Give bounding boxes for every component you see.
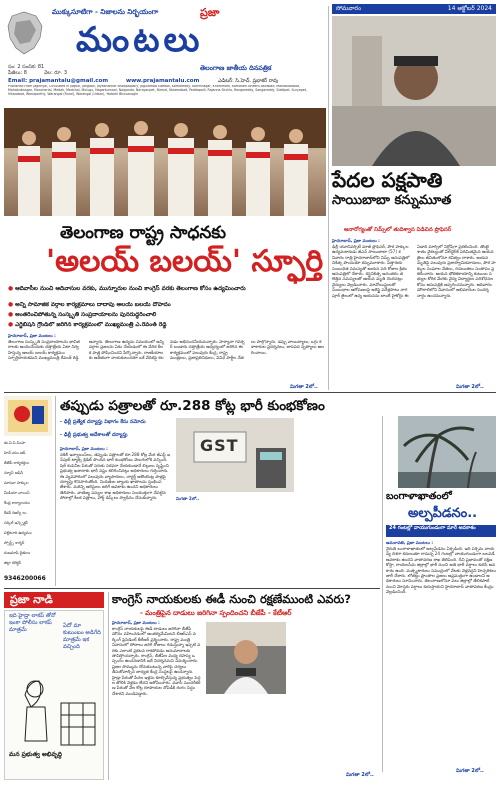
saibaba-body: ఢిల్లీ యూనివర్సిటీ మాజీ ప్రొఫెసర్, పౌర హక్కుల ఉద్యమకారుడు జీఎన్ సాయిబాబా (57) శనివారం రాత్రి హైదరాబాద్‌లోని నిమ్స్ ఆసుపత్రిలో చికిత్స పొందుతూ కన్నుమూశారు. పిత్తాశయ సంబంధిత సమస్యతో ఆయన పది రోజుల క్రితం ఆసుపత్రిలో చేరారు. శస్త్రచికిత్స అనంతరం తలెత్తిన సమస్యలతో ఆయన మృతి చెందినట్లు వైద్యులు వెల్లడించారు. మావోయిస్టులతో సంబంధాల ఆరోపణలపై అరెస్టై పదేళ్లపాటు నాగపూర్ జైలులో ఉన్న ఆయనను బాంబే హైకోర్టు ఈ ఏడాది మార్చిలో నిర్దోషిగా ప్రకటించింది. తొంభై శాతం వైకల్యంతో వీల్‌ఛైర్‌కే పరిమితమైన ఆయన జైలు జీవితంలోనూ కవిత్వం రాశారు. ఆయన మృతిపై పలువురు ప్రజాస్వామికవాదులు, పౌర హక్కుల సంఘాల నేతలు, రచయితలు సంతాపం ప్రకటించారు. ఆయన భౌతికకాయాన్ని కుటుంబ సభ్యుల కోరిక మేరకు వైద్య విద్యార్థుల పరిశోధనల కోసం ఆసుపత్రికి అప్పగించనున్నారు. ఆదివారం మౌలాలిలోని నివాసంలో అభిమానుల సందర్శనార్థం ఉంచనున్నారు. [332,244,496,298]
section-divider [4,588,380,589]
sidebar-ad-line: సర్కిల్ ఇన్స్పెక్టర్ [4,520,28,525]
scam-gst-label: GST [200,436,239,455]
alai-bullet-3-text: అంతరించిపోతున్న సంస్కృతి సంప్రదాయాలను పునరుద్ధరించాలి [15,312,157,318]
ktr-body-3 [290,622,380,774]
masthead-website: www.prajamantalu.com [126,78,200,84]
masthead-price: వెల: రూ. 3 [44,70,68,76]
alai-continued: మిగతా 2లో.. [290,384,318,390]
ktr-body: కాంగ్రెస్ నాయకులపై ఈడీ దాడులు జరిగినా బీజేపీ మౌనం వహించడంలో ఆంతర్యమేమిటని బీఆర్ఎస్ వర్కింగ్ ప్రెసిడెంట్ కేటీఆర్ ప్రశ్నించారు. రాష్ట్ర మంత్రి నివాసంలో సోదాలు జరిగి రోజులు గడుస్తున్నా ఇప్పటి వరకు ఎలాంటి ప్రకటన రాకపోవడం అనుమానాలకు తావిస్తోందన్నారు. కాంగ్రెస్, బీజేపీల మధ్య రహస్య ఒప్పందం ఉందనడానికి ఇదే నిదర్శనమని విమర్శించారు. ప్రజల సొమ్మును దోచుకుంటున్న వారిపై చర్యలు తీసుకోవాల్సిన బాధ్యత కేంద్ర సంస్థలపై ఉందన్నారు. హైడ్రా పేరుతో పేదల ఇళ్లను కూల్చివేస్తున్న ప్రభుత్వం పెద్దల జోలికి వెళ్లడం లేదని ఆరోపించారు. మూసీ సుందరీకరణ పేరుతో వేల కోట్ల రూపాయల దోపిడీకి రంగం సిద్ధం చేశారని మండిపడ్డారు. [112,626,201,696]
sidebar-ad-line: బీజేపీ కార్యకర్తలు [4,460,30,465]
column-divider [328,6,329,390]
ktr-byline: హైదరాబాద్, ప్రజా మంటలు : [112,620,160,625]
saibaba-headline-2: సాయిబాబా కన్నుమూత [332,193,452,208]
masthead-subtitle: తెలంగాణ జాతీయ దినపత్రిక [200,64,272,72]
masthead [4,4,324,104]
saibaba-subhead: అనారోగ్యంతో నిమ్స్‌లో తుదిశ్వాస విడిచిన ప్రొఫెసర్ [344,227,452,233]
scam-body-2 [176,496,294,580]
alai-bullet-2-text: అన్ని సామాజిక వర్గాల కార్యక్రమాలు దాదాపు అలయ్ బలయ్ దోహదం [15,302,171,308]
sidebar-ad-line: మీడియా వాయిస్ [4,490,30,495]
scam-headline: తప్పుడు పత్రాలతో రూ.288 కోట్ల భారీ కుంభకోణం [60,398,325,414]
dateline-day: సోమవారం [336,5,362,12]
saibaba-photo [332,16,496,166]
alai-balai-photo [4,108,326,216]
dateline [332,4,496,14]
scam-continued: మిగతా 2లో.. [176,496,200,501]
alai-bullet-2: ● అన్ని సామాజిక వర్గాల కార్యక్రమాలు దాదాపు అలయ్ బలయ్ దోహదం [8,302,171,308]
alai-byline: హైదరాబాద్, ప్రజా మంటలు : [8,333,56,338]
scam-lead: - ఢిల్లీ ప్రత్యేక దర్యాప్తు విభాగం కేసు నమోదు [60,419,146,425]
sidebar-ad-line: జిల్లా కలెక్టర్ [4,560,21,565]
sidebar-logo [4,396,52,436]
bengal-palm-photo [398,416,496,488]
sidebar-ad-line: రుణమాఫీ రైతులు [4,550,31,555]
ktr-headline: కాంగ్రెస్ నాయకులకు ఈడీ నుంచి రక్షణేముంటి ఎవరు? [112,592,351,606]
praja-nadi-speech: ఇది హైడ్రా లాకప్ తోనో ఇంకా పోలీసు లాకప్ మాత్రమే [9,613,56,633]
masthead-pages: పేజీలు: 8 [8,70,27,76]
column-divider [382,416,383,772]
alai-bullet-4-text: ఎగ్జిబిషన్ గ్రౌండ్‌లో జరిగిన కార్యక్రమంలో ముఖ్యమంత్రి ఎ.రేవంత్ రెడ్డి [15,322,167,328]
alai-bullet-1-text: ఆదివాసీల నుంచి ఆదివాసుల వరకు, మున్నూరుల నుంచి కాంగ్రెస్ వరకు తెలంగాణ కోసం ఉద్యమించారు [15,286,246,292]
bengal-lead-box [386,525,496,537]
dateline-date: 14 అక్టోబర్ 2024 [447,5,492,12]
praja-nadi-cartoon [4,610,104,780]
praja-nadi-title-bar [4,592,104,608]
alai-bullet-1: ● ఆదివాసీల నుంచి ఆదివాసుల వరకు, మున్నూరుల నుంచి కాంగ్రెస్ వరకు తెలంగాణ కోసం ఉద్యమించారు [8,286,246,292]
masthead-editor: ఎడిటర్: సి.హెచ్. ప్రభాకర్ రావు [218,78,279,84]
masthead-email: Email: prajamantalu@gmail.com [8,78,109,84]
alai-body: తెలంగాణ సంస్కృతి సంప్రదాయాలను భావితరాలకు అందించేందుకు దత్తాత్రేయ ఏటా నిర్వహిస్తున్న అలయ్ బలయ్ కార్యక్రమం స్ఫూర్తిదాయకమని ముఖ్యమంత్రి రేవంత్ రెడ్డి అన్నారు. తెలంగాణ ఉద్యమ సమయంలో అన్ని వర్గాల ప్రజలను ఏకం చేయడంలో ఈ వేదిక కీలక పాత్ర పోషించిందని పేర్కొన్నారు. రాజకీయాలకు అతీతంగా నాయకులందరూ ఒకే వేదికపై కలవడం అభినందనీయమన్నారు. హర్యానా గవర్నర్ బండారు దత్తాత్రేయ ఆధ్వర్యంలో జరిగిన ఈ కార్యక్రమంలో పలువురు కేంద్ర, రాష్ట్ర మంత్రులు, ప్రజాప్రతినిధులు, వివిధ పార్టీల నేతలు పాల్గొన్నారు. డప్పు వాయిద్యాలు, ఒగ్గు కళాకారుల ప్రదర్శనలు, జానపద నృత్యాలు అలరించాయి. [8,339,325,361]
alai-headline-1: తెలంగాణ రాష్ట్ర సాధనకు [60,223,227,243]
alai-headline-2: 'అలయ్ బలయ్' స్ఫూర్తి [46,244,324,279]
bengal-body: నైరుతి బంగాళాఖాతంలో అల్పపీడనం ఏర్పడింది. ఇది పశ్చిమ వాయవ్య దిశగా కదులుతూ రానున్న 24 గంటల్లో వాయుగుండంగా బలపడే అవకాశం ఉందని వాతావరణ శాఖ తెలిపింది. దీని ప్రభావంతో దక్షిణ కోస్తా, రాయలసీమ జిల్లాల్లో భారీ నుంచి అతి భారీ వర్షాలు కురిసే అవకాశం ఉంది. మత్స్యకారులు సముద్రంలో వేటకు వెళ్లవద్దని హెచ్చరికలు జారీ చేశారు. లోతట్టు ప్రాంతాల ప్రజలు అప్రమత్తంగా ఉండాలని అధికారులు సూచించారు. తెలంగాణలోనూ పలు జిల్లాల్లో తేలికపాటి నుంచి మోస్తరు వర్షాలు కురుస్తాయని హైదరాబాద్ వాతావరణ కేంద్రం వెల్లడించింది. [386,546,496,595]
ktr-photo [206,622,286,694]
column-divider [55,396,56,586]
bengal-headline-2: అల్పపీడనం.. [408,506,478,521]
sidebar-ad-line: కేడర్ రిజర్వ్ లు [4,510,27,515]
bengal-headline-1: బంగాళాఖాతంలో [386,491,452,502]
sidebar-ad-line: పల్లెటూరి ఉద్యమం [4,530,32,535]
sidebar-ad-line: స్పోర్ట్స్ కార్నర్ [4,540,25,545]
masthead-tagline: ముక్కుసూటిగా - నిజాలను నిర్భయంగా [52,8,159,16]
ktr-subhead: - మంత్రిపైన దాడులు జరిగినా స్పందించని బీజేపీ - కేటీఆర్ [140,609,292,617]
scam-lead-2: - ఢిల్లీ ప్రభుత్వ ఆదేశాలతో దర్యాప్తు [60,432,128,438]
column-divider [108,592,109,780]
alai-bullet-4: ● ఎగ్జిబిషన్ గ్రౌండ్‌లో జరిగిన కార్యక్రమంలో ముఖ్యమంత్రి ఎ.రేవంత్ రెడ్డి [8,322,167,328]
praja-nadi-title: ప్రజా నాడి [10,593,53,606]
praja-nadi-speech-2: ఏదో మా కుటుంబం అడిగేది మాత్రమే ఇక వచ్చింది [63,623,101,650]
sidebar-phone: 9346200066 [4,575,46,582]
praja-nadi-caption: మన ప్రభుత్వ అభివృద్ధి [9,751,63,758]
sidebar-ad-line: న్యూస్ ఆఫీస్ [4,470,24,475]
saibaba-headline-1: పేదల పక్షపాతి [332,168,443,192]
saibaba-byline: హైదరాబాద్, ప్రజా మంటలు : [332,238,380,243]
telangana-map-logo [6,10,46,58]
sidebar-ad-line: హెచ్.యం.ఆర్. [4,450,27,455]
section-divider [4,392,496,393]
bengal-byline: అమరావతి, ప్రజా మంటలు : [386,540,434,545]
scam-byline: హైదరాబాద్, ప్రజా మంటలు : [60,446,108,451]
bengal-continued: మిగతా 2లో.. [456,768,484,774]
sidebar-ad-list [4,440,52,570]
sidebar-ad-line: ఈ.వి.సి.సింహ [4,440,26,445]
masthead-name: మంటలు [76,20,204,60]
alai-bullet-3: ● అంతరించిపోతున్న సంస్కృతి సంప్రదాయాలను పునరుద్ధరించాలి [8,312,157,318]
scam-gst-image [176,418,294,492]
bengal-lead: 24 గంటల్లో వాయుగుండంగా మారే అవకాశం [389,525,476,531]
sidebar-ad-line: కేంద్ర కార్యాలయం [4,500,30,505]
ktr-body-2 [206,698,286,774]
ktr-continued: మిగతా 2లో.. [346,772,374,778]
sidebar-ad-line: మానవా హక్కుల [4,480,29,485]
masthead-prefix: ప్రజా [200,6,220,19]
scam-body: నకిలీ ఇన్వాయిస్‌లు, తప్పుడు పత్రాలతో రూ.288 కోట్ల మేర జీఎస్టీ ఇన్‌పుట్ ట్యాక్స్ క్రెడిట్ పొందిన భారీ కుంభకోణం వెలుగులోకి వచ్చింది. షెల్ కంపెనీల పేరుతో సరుకు సరఫరా చేయకుండానే బిల్లులు సృష్టించి ప్రభుత్వ ఖజానాకు భారీ నష్టం కలిగించినట్లు అధికారులు గుర్తించారు. ఈ వ్యవహారంలో పలువురు వ్యాపారులు, చార్టర్డ్ అకౌంటెంట్ల పాత్రపై దర్యాప్తు కొనసాగుతోంది. నిందితుల బ్యాంకు ఖాతాలను స్తంభింపజేశారు. మరిన్ని అరెస్టులు జరిగే అవకాశం ఉందని అధికారులు తెలిపారు. వాణిజ్య పన్నుల శాఖ అధికారులు సంయుక్తంగా చేపట్టిన సోదాల్లో కీలక పత్రాలు, హార్డ్ డిస్క్‌లు స్వాధీనం చేసుకున్నారు. [60,452,170,501]
saibaba-continued: మిగతా 2లో.. [456,384,484,390]
masthead-editions: Published From Jagithyal, Circulated in Jagtial, Jangaon, Jayashankar Bhoopalpally, Jogulamba Gadwal, Kamareddy, Karimnagar, Khammam, Komaram Bheem Asifabad, Mahabubabad, Mahabubnagar, Mancherial, Medak, Medchal, Mulugu, Nagarkurnool, Nalgonda, Narayanpet, Nirmal, Nizamabad, Peddapalli, Rajanna Sircilla, Rangareddy, Sangareddy, Siddipet, Suryapet, Vikarabad, Wanaparthy, Warangal (Rural), Warangal (Urban), Yadadri Bhuvanagiri [8,85,307,96]
masthead-volume: సం: 2 సంచిక: 81 [8,64,45,70]
